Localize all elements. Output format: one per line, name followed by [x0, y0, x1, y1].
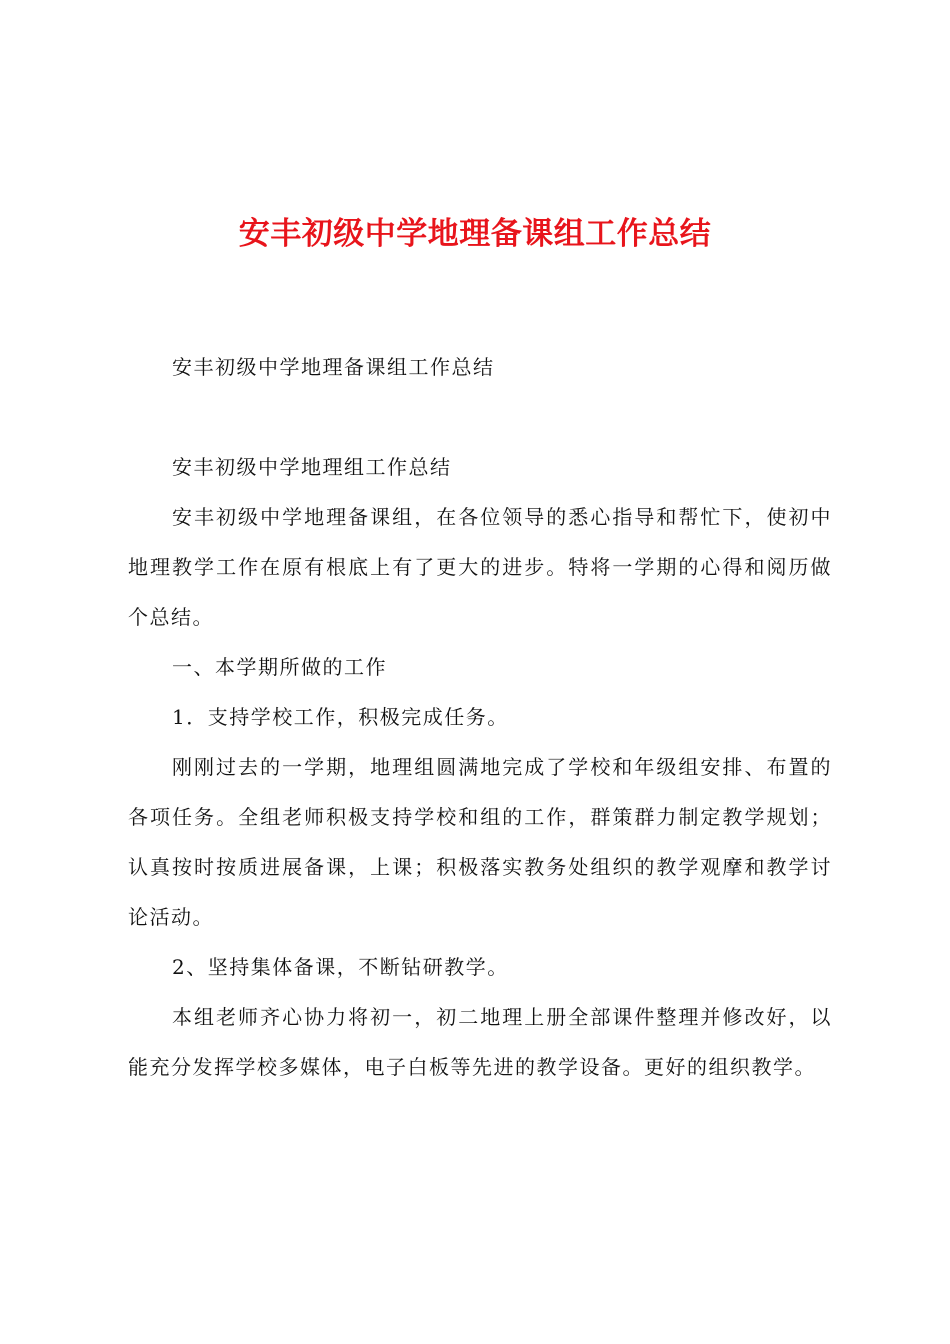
- subtitle-paragraph: 安丰初级中学地理备课组工作总结: [172, 355, 495, 379]
- document-body: [128, 342, 832, 1092]
- item-one-paragraph: 刚刚过去的一学期，地理组圆满地完成了学校和年级组安排、布置的各项任务。全组老师积极支持学校和组的工作，群策群力制定教学规划；认真按时按质进展备课，上课；积极落实教务处组织的教学观摩和教学讨论活动。: [128, 755, 832, 929]
- part-one-heading: 一、本学期所做的工作: [172, 655, 387, 679]
- item-two-paragraph: 本组老师齐心协力将初一，初二地理上册全部课件整理并修改好，以能充分发挥学校多媒体，电子白板等先进的教学设备。更好的组织教学。: [128, 1005, 832, 1079]
- item-one-heading: 1．支持学校工作，积极完成任务。: [172, 705, 509, 729]
- intro-paragraph: 安丰初级中学地理备课组，在各位领导的悉心指导和帮忙下，使初中地理教学工作在原有根底上有了更大的进步。特将一学期的心得和阅历做个总结。: [128, 505, 832, 629]
- item-two-heading: 2、坚持集体备课，不断钻研教学。: [172, 955, 509, 979]
- document-title: 安丰初级中学地理备课组工作总结: [238, 216, 712, 252]
- section-heading: 安丰初级中学地理组工作总结: [172, 455, 452, 479]
